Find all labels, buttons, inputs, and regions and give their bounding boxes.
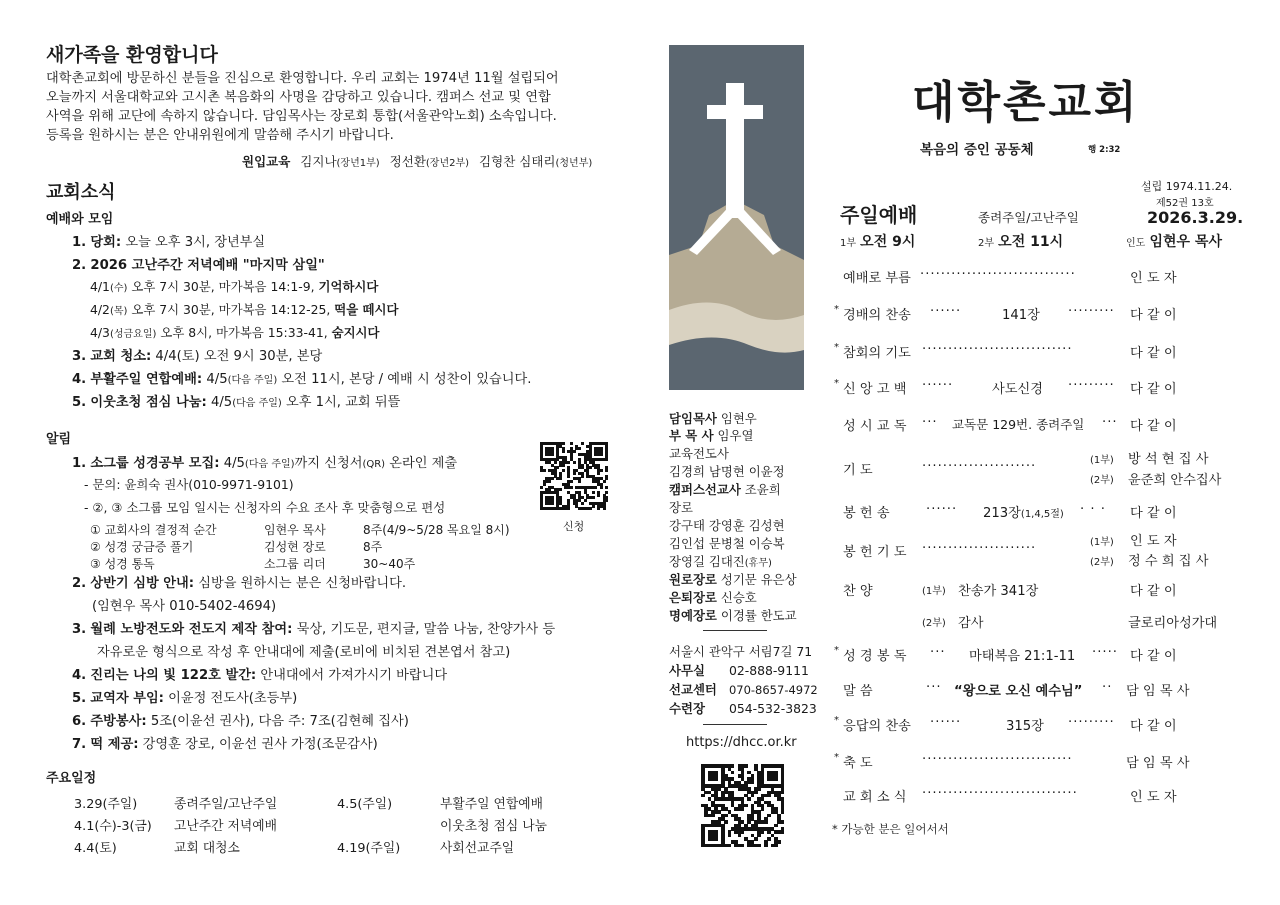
order-who: 인 도 자 [1130,790,1177,805]
item-num: 1. [72,456,87,471]
notice-sub: - ②, ③ 소그룹 모임 일시는 신청자의 수요 조사 후 맞춤형으로 편성 [84,500,446,515]
welcome-line: 사역을 위해 교단에 속하지 않습니다. 담임목사는 장로회 통합(서울관악노회) 소속입니다. [46,109,557,124]
orientation-line [242,152,592,170]
pw-text: 오후 7시 30분, 마가복음 14:1-9, [127,279,319,294]
item-num: 7. [72,737,87,752]
church-address: 서울시 관악구 서림7길 71 [669,644,813,659]
schedule-event: 종려주일/고난주일 [174,797,278,812]
bulletin-date: 2026.3.29. [1147,208,1244,227]
schedule-date: 4.5(주일) [337,797,393,812]
staff-retired [669,588,757,606]
order-mid: 141장 [1002,308,1040,323]
staff-value: 장영길 김대진 [669,554,745,569]
qr-code-signup[interactable] [540,442,608,510]
notice-item [72,664,447,683]
founded-date: 설립 1974.11.24. [1141,180,1233,193]
service-first [840,231,915,251]
order-name: 성 시 교 독 [843,419,907,434]
order-dots: ··· [1102,415,1118,430]
item-num: 6. [72,714,87,729]
phone-retreat [669,699,817,717]
item-text: 4/5 [206,395,233,410]
order-name: 교 회 소 식 [843,790,907,805]
phone-number: 054-532-3823 [728,701,817,716]
service-label: 2부 [978,238,995,249]
worship-item [72,231,265,250]
pw-date: 4/3 [90,325,110,340]
staff-campus [669,480,781,498]
item-bold: 주방봉사: [90,714,147,729]
leader-name: 임현우 목사 [1149,234,1222,250]
order-name: 봉 헌 송 [843,506,890,521]
church-motto: 복음의 증인 공동체 [920,142,1034,158]
divider [703,630,767,631]
staff-emeritus [669,570,797,588]
cross-hill-icon [669,45,804,390]
worship-item [72,368,531,387]
schedule-date: 4.1(수)-3(금) [74,819,152,834]
order-mid: 마태복음 21:1-11 [969,649,1076,664]
order-who: 담 임 목 사 [1126,756,1190,771]
order-dots: ······ [922,378,954,393]
item-num: 1. [72,235,87,250]
staff-value: 성기문 유은상 [720,572,797,587]
group-name: ③ 성경 통독 [90,557,155,571]
schedule-date: 4.19(주일) [337,841,401,856]
welcome-line: 오늘까지 서울대학교와 고시촌 복음화의 사명을 감당하고 있습니다. 캠퍼스 선교 및 연합 [46,90,551,105]
order-dots: ··· [926,680,942,695]
staff-honorary [669,606,797,624]
worship-item [72,345,322,364]
order-dots: ··· [930,645,946,660]
order-who: 다 같 이 [1130,719,1177,734]
staff-associate [669,426,753,444]
order-mid: 315장 [1006,719,1044,734]
order-name: 봉 헌 기 도 [843,545,907,560]
order-dots: ······························ [920,267,1076,282]
volume-number: 제52권 13호 [1156,198,1214,209]
staff-senior-pastor [669,409,757,427]
order-name: 축 도 [843,756,873,771]
staff-elders-line3 [669,552,772,570]
item-text: 오늘 오후 3시, 장년부실 [121,235,266,250]
staff-label: 장로 [669,500,693,515]
pw-day: (수) [109,283,128,294]
order-who: 인 도 자 [1130,271,1177,286]
worship-item [72,391,400,410]
leader-label: 인도 [1126,238,1146,249]
worship-header: 예배와 모임 [46,212,114,227]
order-name: 경배의 찬송 [843,308,911,323]
item-num: 2. [72,576,87,591]
item-num: 3. [72,622,87,637]
staff-label: 부 목 사 [669,428,714,443]
order-dots: ······ [930,304,962,319]
schedule-event: 고난주간 저녁예배 [174,819,277,834]
notice-sub: 자유로운 형식으로 작성 후 안내대에 제출(로비에 비치된 견본엽서 참고) [97,645,511,660]
phone-label: 수련장 [669,701,705,716]
schedule-header: 주요일정 [46,771,97,786]
orientation-name: 정선환 [389,154,426,169]
pw-date: 4/2 [90,302,110,317]
phone-mission [669,680,818,698]
order-who: 다 같 이 [1130,506,1177,521]
standing-mark: * [834,645,839,656]
item-bold: 상반기 심방 안내: [90,576,195,591]
order-dots: ······················ [922,459,1037,474]
notice-item [72,733,378,752]
order-who: 윤준희 안수집사 [1128,473,1222,488]
item-num: 4. [72,668,87,683]
notice-item [72,572,406,591]
welcome-line: 등록을 원하시는 분은 안내위원에게 말씀해 주시기 바랍니다. [46,128,394,143]
motto-reference: 행 2:32 [1088,145,1121,155]
item-text: 강영훈 장로, 이윤선 권사 가정(조문감사) [138,737,378,752]
divider [703,724,767,725]
qr-code-website[interactable] [701,764,784,847]
staff-value: 이경률 한도교 [720,608,797,623]
pw-text: 오후 8시, 마가복음 15:33-41, [156,325,332,340]
service-leader [1126,231,1222,251]
order-name: 성 경 봉 독 [843,649,907,664]
staff-value: 강구태 강영훈 김성현 [669,518,785,533]
schedule-event: 사회선교주일 [440,841,515,856]
order-who: 다 같 이 [1130,308,1177,323]
item-small: (QR) [362,459,386,470]
worship-item [72,254,325,273]
hymn-verses: (1,4,5절) [1020,509,1064,520]
order-dots: ····························· [922,342,1073,357]
phone-number: 070-8657-4972 [728,683,818,697]
hymn-number: 213장 [983,506,1021,521]
part-label: (2부) [1090,475,1114,486]
order-who: 다 같 이 [1130,649,1177,664]
orientation-label: 원입교육 [242,154,291,169]
order-dots: ····· [1092,645,1118,660]
item-num: 3. [72,349,87,364]
staff-label: 담임목사 [669,411,717,426]
item-bold: 진리는 나의 빛 122호 발간: [90,668,257,683]
welcome-line: 대학촌교회에 방문하신 분들을 진심으로 환영합니다. 우리 교회는 1974년 11월 설립되어 [46,71,559,86]
group-name: ① 교회사의 결정적 순간 [90,523,217,537]
passion-week-line [90,323,379,341]
item-bold: 당회: [90,235,122,250]
order-name: 찬 양 [843,584,873,599]
orientation-name: 김형찬 심태리 [479,154,556,169]
order-mid: 교독문 129번. 종려주일 [952,417,1085,432]
item-text: 묵상, 기도문, 편지글, 말씀 나눔, 찬양가사 등 [292,622,556,637]
staff-label: 교육전도사 [669,446,729,461]
group-leader: 김성현 장로 [264,540,326,554]
part-label: (2부) [1090,557,1114,568]
part-label: (2부) [922,618,946,629]
item-text: 안내대에서 가져가시기 바랍니다 [256,668,448,683]
item-text: 이윤정 전도사(초등부) [163,691,298,706]
order-who: 정 수 희 집 사 [1128,554,1209,569]
notice-sub: - 문의: 윤희숙 권사(010-9971-9101) [84,477,294,492]
passion-week-line [90,300,398,318]
staff-value: 김경희 남명현 이윤정 [669,464,785,479]
item-bold: 교역자 부임: [90,691,164,706]
church-name: 대학촌교회 [912,77,1140,128]
staff-label: 캠퍼스선교사 [669,482,741,497]
item-text: 5조(이윤선 권사), 다음 주: 7조(김현혜 집사) [146,714,409,729]
pw-bold: 기억하시다 [318,279,379,294]
orientation-name: 김지나 [300,154,337,169]
order-who: 다 같 이 [1130,584,1177,599]
item-bold: 2026 고난주간 저녁예배 "마지막 삼일" [90,258,325,273]
pw-date: 4/1 [90,279,110,294]
order-dots: ········· [1068,378,1115,393]
service-subtitle: 종려주일/고난주일 [978,210,1079,225]
order-dots: ······ [926,502,958,517]
part-label: (1부) [922,586,946,597]
item-text: 심방을 원하시는 분은 신청바랍니다. [194,576,407,591]
pw-day: (목) [109,306,128,317]
schedule-event: 교회 대청소 [174,841,240,856]
item-small: (다음 주일) [232,398,282,409]
order-dots: ········· [1068,715,1115,730]
item-bold: 교회 청소: [90,349,152,364]
order-dots: ······ [930,715,962,730]
staff-label: 명예장로 [669,608,717,623]
schedule-date: 3.29(주일) [74,797,138,812]
item-num: 5. [72,691,87,706]
standing-mark: * [834,342,839,353]
sermon-title: “왕으로 오신 예수님” [954,684,1083,699]
order-mid [983,502,1064,521]
order-who: 인 도 자 [1130,534,1177,549]
church-logo [669,45,804,390]
order-dots: ······················ [922,541,1037,556]
item-bold: 월례 노방전도와 전도지 제작 참여: [90,622,293,637]
item-small: (다음 주일) [244,459,295,470]
order-mid: 사도신경 [992,382,1043,397]
phone-label: 사무실 [669,663,705,678]
item-bold: 소그룹 성경공부 모집: [90,456,220,471]
service-second [978,231,1063,251]
order-name: 말 씀 [843,684,873,699]
notice-item [72,618,555,637]
order-dots: ··· [922,415,938,430]
service-time: 오전 9시 [860,234,916,250]
item-text: 4/4(토) 오전 9시 30분, 본당 [151,349,323,364]
news-title: 교회소식 [46,182,116,203]
phone-office [669,661,809,679]
schedule-event: 부활주일 연합예배 [440,797,543,812]
item-text: 까지 신청서 [294,456,363,471]
notice-item [72,710,409,729]
staff-label: 원로장로 [669,572,717,587]
order-dots: ····························· [922,752,1073,767]
order-who: 방 석 현 집 사 [1128,452,1209,467]
schedule-event: 이웃초청 점심 나눔 [440,819,548,834]
qr-label: 신청 [563,520,585,533]
passion-week-line [90,277,378,295]
order-name: 기 도 [843,463,873,478]
order-name: 응답의 찬송 [843,719,911,734]
order-dots: ·· [1102,680,1113,695]
item-num: 5. [72,395,87,410]
phone-number: 02-888-9111 [728,663,809,678]
notice-sub: (임현우 목사 010-5402-4694) [92,599,277,614]
order-name: 참회의 기도 [843,346,911,361]
item-num: 4. [72,372,87,387]
item-text: 4/5 [219,456,245,471]
order-who: 다 같 이 [1130,419,1177,434]
item-bold: 이웃초청 점심 나눔: [90,395,207,410]
service-label: 1부 [840,238,857,249]
standing-note: * 가능한 분은 일어서서 [832,822,949,836]
pw-bold: 숨지시다 [331,325,380,340]
standing-mark: * [834,304,839,315]
order-dots: ······························ [922,786,1078,801]
staff-label: 은퇴장로 [669,590,717,605]
item-bold: 떡 제공: [90,737,139,752]
staff-small: (휴무) [744,558,772,569]
notice-item [72,452,457,471]
schedule-date: 4.4(토) [74,841,117,856]
orientation-group: (장년1부) [336,158,380,169]
staff-value: 임현우 [720,411,757,426]
orientation-group: (장년2부) [425,158,470,169]
part-label: (1부) [1090,537,1114,548]
order-mid: 찬송가 341장 [958,584,1039,599]
staff-value: 임우열 [717,428,754,443]
order-who: 글로리아성가대 [1128,616,1218,631]
order-who: 다 같 이 [1130,346,1177,361]
item-num: 2. [72,258,87,273]
staff-value: 신승호 [720,590,757,605]
notice-header: 알림 [46,432,72,447]
order-dots: ········· [1068,304,1115,319]
welcome-title: 새가족을 환영합니다 [46,44,218,66]
standing-mark: * [834,378,839,389]
service-title: 주일예배 [840,203,918,227]
item-text: 온라인 제출 [385,456,458,471]
phone-label: 선교센터 [669,682,717,697]
group-duration: 8주(4/9~5/28 목요일 8시) [363,523,510,537]
order-dots: · · · [1080,502,1106,517]
item-text: 오후 1시, 교회 뒤뜰 [281,395,401,410]
part-label: (1부) [1090,455,1114,466]
standing-mark: * [834,715,839,726]
order-who: 다 같 이 [1130,382,1177,397]
order-name: 예배로 부름 [843,271,911,286]
staff-value: 김인섭 문병철 이승복 [669,536,785,551]
orientation-group: (청년부) [555,158,593,169]
notice-item [72,687,297,706]
group-duration: 8주 [363,540,383,554]
group-duration: 30~40주 [363,557,416,571]
service-time: 오전 11시 [998,234,1064,250]
staff-value: 조윤희 [744,482,781,497]
order-who: 담 임 목 사 [1126,684,1190,699]
pw-text: 오후 7시 30분, 마가복음 14:12-25, [127,302,335,317]
item-text: 오전 11시, 본당 / 예배 시 성찬이 있습니다. [277,372,532,387]
group-leader: 소그룹 리더 [264,557,326,571]
pw-day: (성금요일) [109,329,157,340]
pw-bold: 떡을 떼시다 [334,302,399,317]
item-bold: 부활주일 연합예배: [90,372,203,387]
group-name: ② 성경 궁금증 풀기 [90,540,194,554]
standing-mark: * [834,752,839,763]
item-small: (다음 주일) [227,375,278,386]
order-mid: 감사 [958,616,984,631]
website-link[interactable]: https://dhcc.or.kr [686,735,797,750]
item-text: 4/5 [202,372,228,387]
group-leader: 임현우 목사 [264,523,326,537]
order-name: 신 앙 고 백 [843,382,907,397]
